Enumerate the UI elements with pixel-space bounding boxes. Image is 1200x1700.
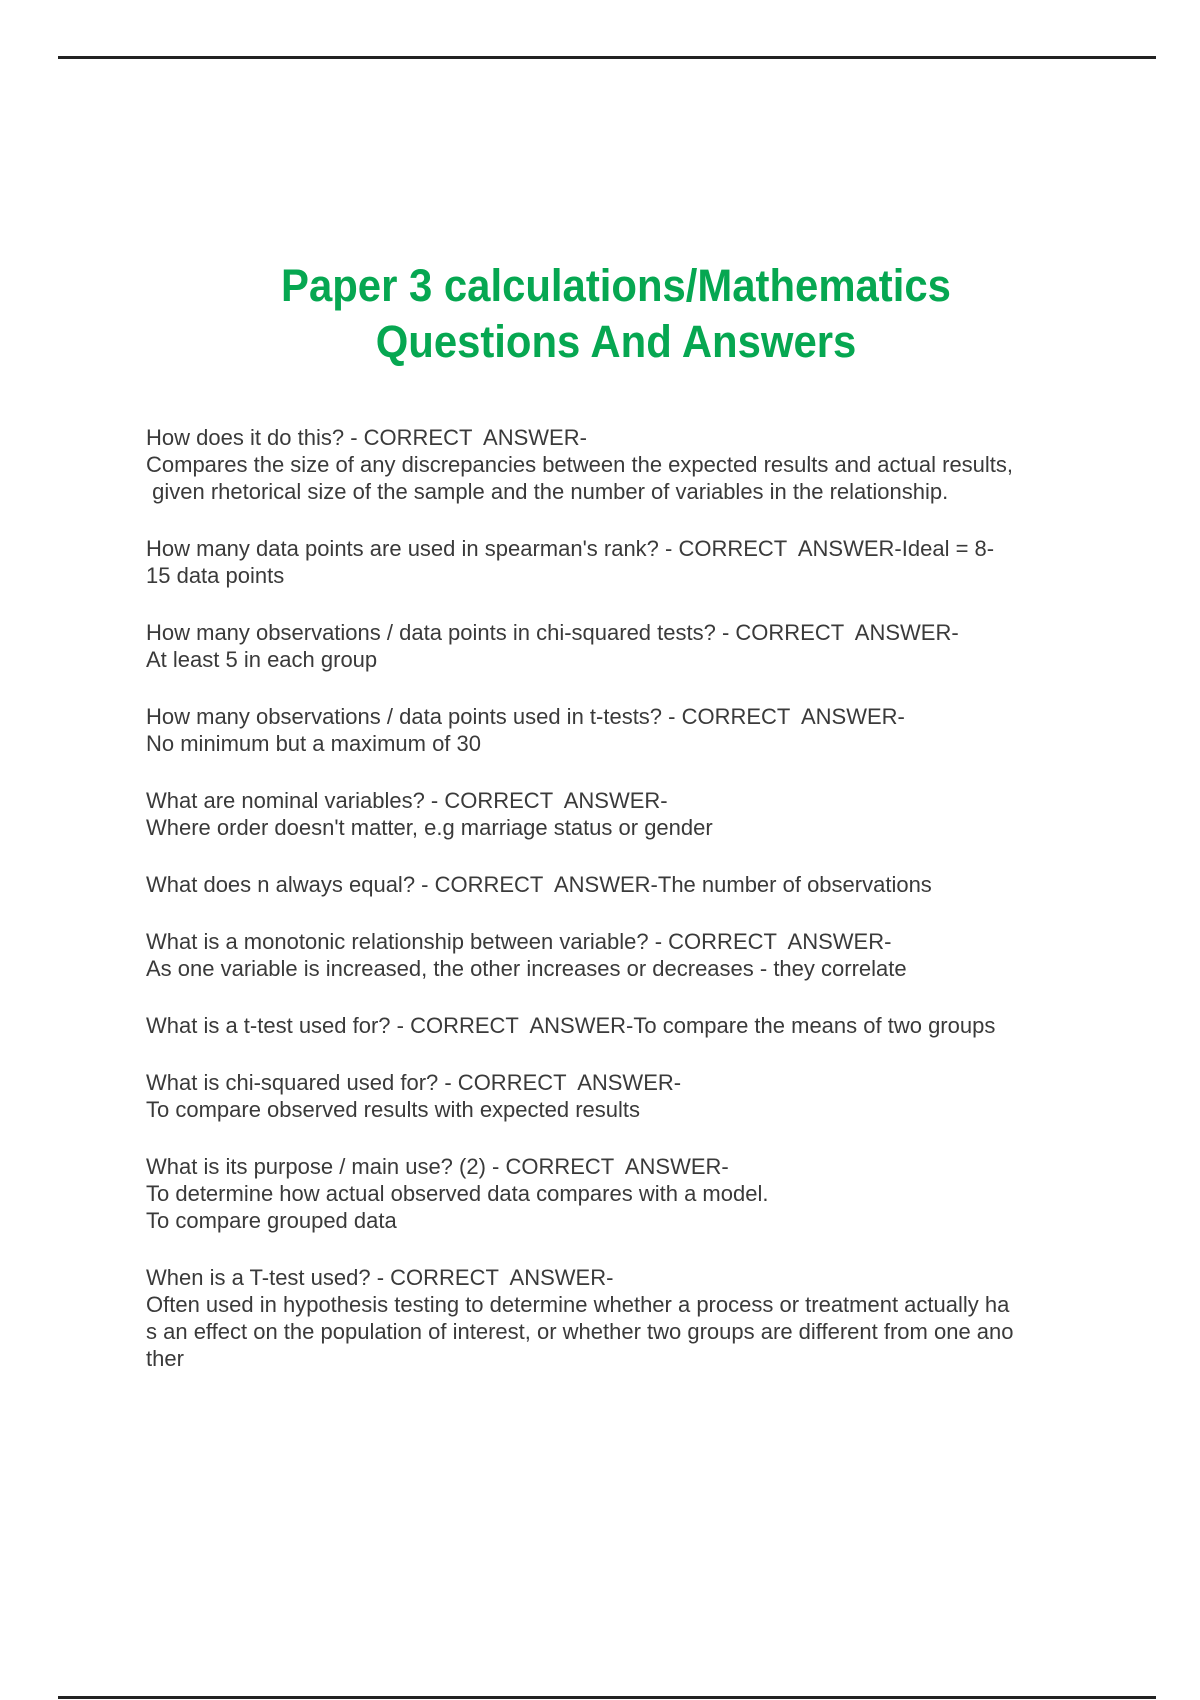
qa-item: [146, 871, 1146, 898]
qa-item: [146, 1012, 1146, 1039]
answer-text: No minimum but a maximum of 30: [146, 731, 481, 756]
header-rule: [58, 56, 1156, 59]
question-text: What are nominal variables? - CORRECT ANSWER-: [146, 788, 668, 813]
answer-text: given rhetorical size of the sample and the number of variables in the relationship.: [146, 479, 949, 504]
qa-item: [146, 787, 1146, 841]
answer-text: Compares the size of any discrepancies between the expected results and actual results,: [146, 452, 1014, 477]
answer-text: ther: [146, 1346, 184, 1371]
question-text: How many observations / data points used in t-tests? - CORRECT ANSWER-: [146, 704, 905, 729]
qa-item: [146, 703, 1146, 757]
qa-item: [146, 619, 1146, 673]
footer-rule: [58, 1696, 1156, 1699]
document-title: [0, 258, 1200, 370]
answer-text: As one variable is increased, the other increases or decreases - they correlate: [146, 956, 907, 981]
qa-item: [146, 1153, 1146, 1234]
question-text: How many observations / data points in chi-squared tests? - CORRECT ANSWER-: [146, 620, 959, 645]
qa-list: [146, 424, 1146, 1402]
answer-text: To determine how actual observed data compares with a model.: [146, 1181, 769, 1206]
question-text: What does n always equal? - CORRECT ANSWER-The number of observations: [146, 872, 932, 897]
question-text: What is chi-squared used for? - CORRECT ANSWER-: [146, 1070, 682, 1095]
answer-text: To compare observed results with expected results: [146, 1097, 641, 1122]
question-text: How many data points are used in spearman's rank? - CORRECT ANSWER-Ideal = 8-: [146, 536, 995, 561]
answer-text: Often used in hypothesis testing to determine whether a process or treatment actually ha: [146, 1292, 1010, 1317]
qa-item: [146, 928, 1146, 982]
question-text: What is its purpose / main use? (2) - CORRECT ANSWER-: [146, 1154, 729, 1179]
answer-text: Where order doesn't matter, e.g marriage status or gender: [146, 815, 713, 840]
qa-item: [146, 535, 1146, 589]
answer-text: To compare grouped data: [146, 1208, 397, 1233]
question-text: What is a t-test used for? - CORRECT ANSWER-To compare the means of two groups: [146, 1013, 996, 1038]
answer-text: At least 5 in each group: [146, 647, 378, 672]
answer-text: 15 data points: [146, 563, 285, 588]
qa-item: [146, 1264, 1146, 1372]
question-text: How does it do this? - CORRECT ANSWER-: [146, 425, 587, 450]
qa-item: [146, 424, 1146, 505]
qa-item: [146, 1069, 1146, 1123]
title-line: Paper 3 calculations/Mathematics: [281, 260, 951, 311]
title-line: Questions And Answers: [375, 316, 857, 367]
question-text: What is a monotonic relationship between variable? - CORRECT ANSWER-: [146, 929, 892, 954]
answer-text: s an effect on the population of interest, or whether two groups are different from one ano: [146, 1319, 1014, 1344]
question-text: When is a T-test used? - CORRECT ANSWER-: [146, 1265, 614, 1290]
